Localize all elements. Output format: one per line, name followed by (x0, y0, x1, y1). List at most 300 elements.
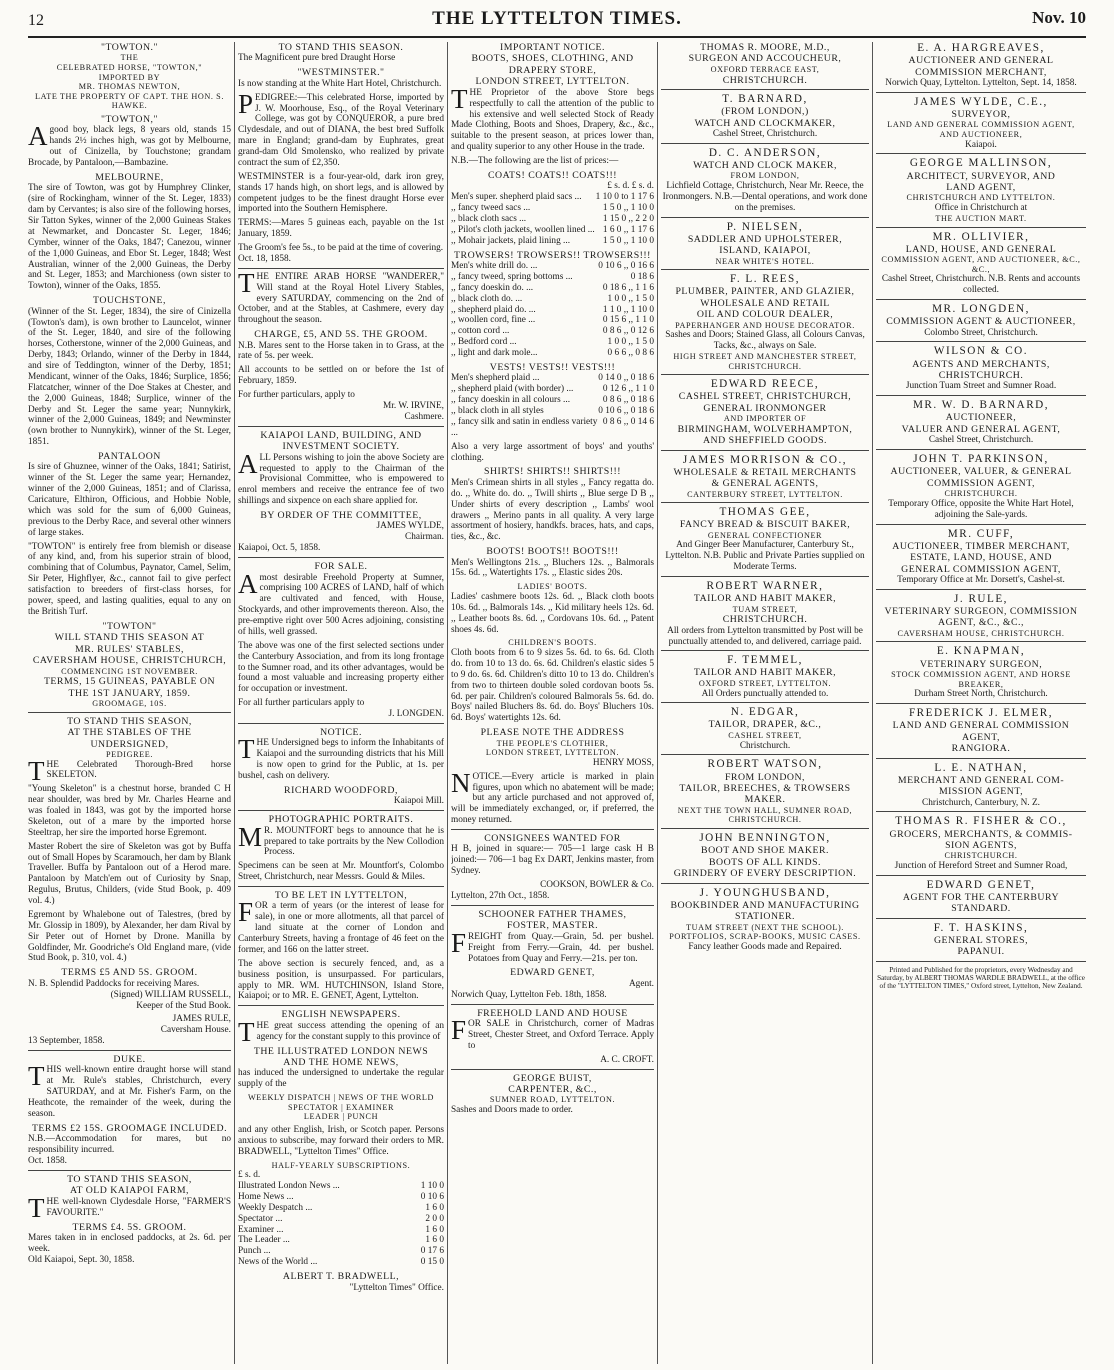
price-list (238, 1170, 444, 1268)
advertisement (238, 861, 444, 887)
price-item: The Leader ... (238, 1235, 290, 1246)
ad-body: N.B.—The following are the list of prices:— (451, 156, 619, 167)
ad-heading: JAMES MORRISON & CO., (682, 453, 848, 466)
ad-date: Lyttelton, 27th Oct., 1858. (451, 890, 550, 901)
ad-line: VESTS! VESTS!! VESTS!!! (489, 361, 616, 373)
advertisement (876, 303, 1086, 342)
ad-line: PAPANUI. (957, 946, 1005, 958)
ad-body: And Ginger Beer Manufacturer, Canterbury St., Lyttelton. N.B. Public and Private Parties supplied on Moderate Terms. (665, 540, 865, 573)
advertisement (28, 967, 231, 1011)
ad-small-caps: TUAM STREET, (732, 604, 798, 614)
advertisement (661, 221, 869, 271)
ad-rule (238, 268, 444, 269)
ad-heading: TOUCHSTONE, (93, 295, 166, 307)
advertisement (238, 510, 444, 558)
ad-rule (876, 641, 1086, 642)
ad-line: TO STAND THIS SEASON, (67, 715, 192, 727)
advertisement (28, 172, 231, 292)
price-row (451, 192, 654, 203)
price-value: 0 15 0 (420, 1257, 444, 1268)
ad-small-caps: OXFORD TERRACE EAST, (710, 64, 820, 74)
ad-rule (661, 143, 869, 144)
ad-line: TAILOR AND HABIT MAKER, (693, 667, 837, 679)
ad-line: AGENT, &C., &C., (938, 617, 1024, 629)
ad-line: SCHOONER FATHER THAMES, (478, 908, 627, 920)
ad-line: IMPORTANT NOTICE. (500, 42, 605, 53)
advertisement (28, 451, 231, 539)
ad-body: PEDIGREE:—This celebrated Horse, imported by J. W. Moorhouse, Esq., of the Royal Veterinary College, was got by CONQUEROR, a pure bred Clydesdale, and out of DIANA, the best bred Suffolk mare in England; grand-dam by Euphrates, great grand-dam Old Smolensko, who realized by private contract the sum of £2,350. (238, 88, 444, 168)
ad-rule (876, 589, 1086, 590)
ad-line: FANCY BREAD & BISCUIT BAKER, (679, 519, 851, 531)
ad-line: BOOT AND SHOE MAKER. (701, 845, 829, 857)
column-1 (28, 42, 231, 1364)
price-value: 0 12 6 ,, 1 1 0 (602, 384, 654, 395)
ad-small-caps: STOCK COMMISSION AGENT, AND HORSE (891, 670, 1071, 680)
advertisement (28, 1123, 231, 1171)
ad-line: PHOTOGRAPHIC PORTRAITS. (268, 814, 414, 826)
advertisement (876, 96, 1086, 155)
ad-heading: ROBERT WATSON, (707, 758, 823, 771)
price-row (238, 1225, 444, 1236)
advertisement (28, 784, 231, 838)
ad-body: NOTICE.—Every article is marked in plain figures, upon which no abatement will be made; but any article purchased and not approved of, will be immediately exchanged, or, if preferred, the money returned. (451, 767, 654, 826)
ad-line: LONDON STREET, LYTTELTON. (475, 76, 630, 88)
ad-rule (661, 754, 869, 755)
advertisement (661, 454, 869, 504)
ad-line: GENERAL STORES, (933, 934, 1029, 946)
ad-heading: MELBOURNE, (95, 171, 164, 183)
ad-line: THOMAS R. MOORE, M.D., (700, 42, 830, 53)
ad-signature: JAMES RULE, (172, 1014, 231, 1025)
ad-rule (876, 875, 1086, 876)
advertisement (876, 922, 1086, 958)
ad-body: Sashes and Doors made to order. (451, 1105, 573, 1116)
ad-line: BOOKBINDER AND MANUFACTURING (670, 899, 860, 911)
ad-line: AND SHEFFIELD GOODS. (702, 435, 828, 447)
advertisement (238, 1271, 444, 1293)
price-value: 0 6 6 ,, 0 8 6 (607, 348, 654, 359)
price-item: ,, Bedford cord ... (451, 337, 517, 348)
price-item: ,, fancy doeskin do. ... (451, 282, 534, 293)
ad-body: All orders from Lyttelton transmitted by Post will be punctually attended to, and delivered, carriage paid. (667, 625, 863, 647)
ad-heading: ROBERT WARNER, (706, 580, 824, 593)
ad-rule (661, 650, 869, 651)
ad-line: MERCHANT AND GENERAL COM- (897, 774, 1065, 786)
price-row (238, 1257, 444, 1268)
ad-body: The Magnificent pure bred Draught Horse (238, 53, 396, 64)
advertisement (661, 42, 869, 90)
ad-line: LAND, HOUSE, AND GENERAL (905, 243, 1057, 255)
ad-body: and any other English, Irish, or Scotch paper. Persons anxious to subscribe, may forward their orders to MR. BRADWELL, "Lyttelton Times" Office. (238, 1125, 444, 1157)
advertisement (238, 88, 444, 169)
ad-line: WILL STAND THIS SEASON AT (54, 632, 205, 644)
price-value: 0 10 6 ,, 0 18 6 (598, 406, 654, 417)
ad-line: CARPENTER, &C., (508, 1084, 597, 1095)
ad-heading: EDWARD GENET, (926, 878, 1036, 891)
ad-signature: J. LONGDEN. (388, 709, 444, 720)
ad-small-caps: GENERAL CONFECTIONER (707, 530, 823, 540)
ad-signature: Chairman. (405, 532, 444, 543)
ad-line: ESTATE, LAND, HOUSE, AND (910, 552, 1052, 564)
price-value: 1 5 0 ,, 1 10 0 (602, 235, 654, 246)
ad-body: FOR SALE in Christchurch, corner of Madras Street, Chester Street, and Oxford Terrace. Apply to (451, 1015, 654, 1051)
advertisement (876, 762, 1086, 813)
ad-heading: J. RULE, (954, 592, 1008, 605)
ad-body: Is sire of Ghuznee, winner of the Oaks, 1841; Satirist, winner of the St. Leger the same year; Hernandez, winner of the 2,000 Guineas, 1851; and of Clarissa, Caricature, Elthiron, Officious, and Hobbie Noble, which was sold for the sum of 6,000 Guineas, previous to the Derby Race, and several other winners of large stakes. (28, 462, 231, 538)
ad-line: CHARGE, £5, AND 5S. THE GROOM. (254, 329, 428, 341)
advertisement (238, 172, 444, 216)
ad-line: BOOTS, SHOES, CLOTHING, AND (471, 53, 634, 65)
ad-body: H B, joined in square:— 705—1 large cask H B joined:— 706—1 bag Ex DART, Jenkins master, from Sydney. (451, 844, 654, 877)
ad-line: RANGIORA. (951, 743, 1011, 755)
ad-rule (876, 153, 1086, 154)
ad-body: Christchurch, Canterbury, N. Z. (922, 797, 1040, 808)
ad-line: FOSTER, MASTER. (506, 920, 599, 932)
ad-rule (661, 702, 869, 703)
advertisement (876, 707, 1086, 758)
price-item: ,, light and dark mole... (451, 348, 538, 359)
advertisement (28, 621, 231, 713)
ad-date: Oct. 18, 1858. (238, 253, 291, 264)
advertisement (451, 1008, 654, 1052)
advertisement (238, 890, 444, 956)
ad-heading: WILSON & CO. (933, 345, 1029, 358)
advertisement (451, 582, 654, 635)
ad-body: Temporary Office at Mr. Dorsett's, Cashel-st. (897, 575, 1065, 585)
ad-heading: E. A. HARGREAVES, (917, 42, 1045, 54)
price-value: 1 10 0 (420, 1181, 444, 1192)
ad-line: SION AGENTS, (945, 839, 1017, 851)
page-number: 12 (28, 12, 44, 29)
price-value: 1 6 0 (425, 1224, 444, 1235)
ad-line: EDWARD GENET, (510, 967, 595, 979)
advertisement (451, 546, 654, 579)
ad-heading: N. EDGAR, (730, 706, 800, 719)
ad-small-caps: SPECTATOR | EXAMINER (287, 1102, 395, 1112)
ad-line: & GENERAL AGENTS, (711, 478, 819, 490)
advertisement (451, 466, 654, 543)
advertisement (451, 170, 654, 247)
advertisement (238, 1125, 444, 1158)
price-value: £ s. d. £ s. d. (607, 181, 654, 192)
ad-rule (661, 502, 869, 503)
ad-body: Egremont by Whalebone out of Talestres, (bred by Mr. Glossip in 1809), by Alexander, her dam Rival by Sir Peter out of Hornet by Drone. Manilla by Goldfinder, Mr. Goodriche's Old England mare, (vide Stud Book, p. 310, vol. 4.) (28, 909, 231, 964)
ad-line: RICHARD WOODFORD, (284, 784, 398, 796)
advertisement (28, 542, 231, 618)
ad-body: Cashel Street, Christchurch. (928, 435, 1034, 446)
ad-line: TAILOR, BREECHES, & TROWSERS (679, 782, 851, 794)
ad-rule (451, 1069, 654, 1070)
ad-heading: P. NIELSEN, (726, 220, 804, 233)
ad-line: THE ILLUSTRATED LONDON NEWS (253, 1045, 429, 1057)
ad-small-caps: NEAR WHITE'S HOTEL. (715, 256, 815, 266)
price-item: Men's shepherd plaid ... (451, 373, 540, 384)
price-row (451, 305, 654, 316)
ad-body: Junction Tuam Street and Sumner Road. (905, 381, 1057, 392)
ad-line: WATCH AND CLOCK MAKER, (693, 159, 837, 171)
ad-small-caps: SUMNER ROAD, LYTTELTON. (489, 1095, 616, 1105)
ad-heading: THOMAS GEE, (719, 506, 811, 519)
advertisement (238, 785, 444, 811)
ad-heading: EDWARD REECE, (710, 378, 820, 391)
price-row (451, 384, 654, 395)
advertisement (238, 365, 444, 387)
advertisement (238, 67, 444, 89)
ad-date: Oct. 1858. (28, 1156, 67, 1167)
price-row (451, 181, 654, 192)
ad-line: THE 1ST JANUARY, 1859. (68, 687, 191, 699)
ad-small-caps: CHILDREN'S BOOTS. (508, 638, 597, 648)
price-item: ,, fancy tweed, spring bottoms ... (451, 271, 573, 282)
advertisement (451, 1073, 654, 1116)
advertisement (451, 156, 654, 167)
ad-small-caps: CASHEL STREET, (728, 730, 802, 740)
ad-signature: (Signed) WILLIAM RUSSELL, (110, 989, 231, 1000)
ad-line: GRINDERY OF EVERY DESCRIPTION. (673, 868, 857, 880)
ad-rule (238, 886, 444, 887)
price-item: ,, Mohair jackets, plaid lining ... (451, 235, 571, 246)
ad-body: Fancy leather Goods made and Repaired. (688, 941, 842, 952)
ad-small-caps: LADIES' BOOTS. (517, 582, 588, 592)
ad-rule (238, 426, 444, 427)
ad-signature: Agent. (628, 978, 654, 989)
price-value: 0 10 6 (420, 1191, 444, 1202)
ad-line: COMMISSION AGENT, (927, 477, 1035, 489)
ad-body: N.B. Mares sent to the Horse taken in to Grass, at the rate of 5s. per week. (238, 340, 444, 362)
ad-body: Mares taken in in enclosed paddocks, at 2s. 6d. per week. (28, 1233, 231, 1254)
advertisement (238, 1009, 444, 1047)
advertisement (238, 390, 444, 427)
ad-line: AUCTIONEER, (945, 412, 1017, 424)
ad-small-caps: COMMENCING 1ST NOVEMBER. (61, 666, 198, 676)
ad-body: Amost desirable Freehold Property at Sumner, comprising 100 ACRES of LAND, half of which are cultivated and fenced, with House, Stockyards, and other improvements thereon. Also, the pre-emptive right over 500 Acres adjoining, consisting of hills, well grassed. (238, 568, 444, 637)
ad-body: For further particulars, apply to (238, 390, 355, 401)
ad-body: THE great success attending the opening of an agency for the constant supply to this province of (238, 1016, 444, 1047)
ad-small-caps: NEXT THE TOWN HALL, SUMNER ROAD, (677, 805, 853, 815)
ad-heading: DUKE. (113, 1054, 146, 1066)
ad-body: Junction of Hereford Street and Sumner Road, (894, 861, 1068, 871)
price-value: 0 15 6 ,, 1 1 0 (602, 315, 654, 326)
ad-line: TERMS £4. 5S. GROOM. (72, 1221, 187, 1233)
ad-line: SHIRTS! SHIRTS!! SHIRTS!!! (484, 466, 621, 478)
ad-body: has induced the undersigned to undertake the regular supply of the (238, 1068, 444, 1090)
price-value: 1 1 0 ,, 1 10 0 (602, 304, 654, 315)
ad-body: ALL Persons wishing to join the above Society are requested to apply to the Chairman of the Provisional Committee, who is empowered to enrol members and receive the entrance fee of two shillings and sixpence on each share applied for. (238, 448, 444, 507)
ad-body: THIS well-known entire draught horse will stand at Mr. Rule's stables, Christchurch, every SATURDAY, and at Mr. Fisher's Farm, on the Heathcote, the remainder of the week, during the season. (28, 1061, 231, 1119)
ad-body: THE ENTIRE ARAB HORSE "WANDERER," Will stand at the Royal Hotel Livery Stables, every SATURDAY, commencing on the 2nd of October, and at the Stables, at Cashmere, every day throughout the season. (238, 267, 444, 326)
ad-line: STANDARD. (951, 903, 1011, 915)
ad-line: CHRISTCHURCH. (722, 614, 808, 626)
ad-line: KAIAPOI LAND, BUILDING, AND (260, 429, 422, 441)
ad-small-caps: BREAKER, (958, 679, 1004, 689)
ad-heading: JOHN T. PARKINSON, (913, 453, 1049, 466)
ad-body: Temporary Office, opposite the White Hart Hotel, adjoining the Sale-yards. (888, 498, 1074, 520)
price-item: ,, Pilot's cloth jackets, woollen lined ... (451, 224, 595, 235)
ad-rule (28, 1170, 231, 1171)
advertisement (238, 42, 444, 64)
ad-body: MR. MOUNTFORT begs to announce that he is prepared to take portraits by the New Collodion Process. (238, 821, 444, 858)
price-item: ,, woollen cord, fine ... (451, 315, 536, 326)
ad-body: The sire of Towton, was got by Humphrey Clinker, (sire of Rockingham, winner of the St. Leger, 1833) dam by Cervantes; is also sire of the following horses, Sir Tatton Sykes, winner of the 2,000 Guineas Stakes at Newmarket, and Doncaster St. Leger, 1846; Cymber, winner of the Oaks, 1847; Canezou, winner of the 1,000 Guineas, and Ebor St. Leger, 1848; West Australian, winner of the 2,000 Guineas, the Derby and St. Leger, 1853; and Marchioness (own sister to Towton), winner of the Oaks, 1855. (28, 183, 231, 292)
ad-small-caps: LONDON STREET, LYTTELTON. (485, 748, 620, 758)
ad-date: Norwich Quay, Lyttelton Feb. 18th, 1858. (451, 989, 607, 1000)
ad-body: Cloth boots from 6 to 9 sizes 5s. 6d. to 6s. 6d. Cloth do. from 10 to 13 do. 6s. 6d. Children's elastic sides 5 to 9 do. 6s. 6d. Children's ditto 10 to 13 do. Children's from two to thirteen double soled cordovan boots 5s. 6d. per pair. Children's coloured Balmorals 5s. 6d. do. Boys' nailed Bluchers 8s. 6d. do. Boys' Bluchers 10s. 6d. Boys' watertights 12s. 6d. (451, 648, 654, 724)
price-row (451, 272, 654, 283)
advertisement (661, 273, 869, 375)
ad-line: PLEASE NOTE THE ADDRESS (480, 727, 625, 739)
ad-line: TROWSERS! TROWSERS!! TROWSERS!!! (454, 249, 651, 261)
ad-line: MR. RULES' STABLES, (74, 643, 184, 655)
ad-body: Lichfield Cottage, Christchurch, Near Mr. Reece, the Ironmongers. N.B.—Dental operations, and work done on the premises. (662, 180, 868, 213)
ad-line: WHOLESALE & RETAIL MERCHANTS (673, 466, 857, 478)
price-value: 1 5 0 ,, 1 10 0 (602, 203, 654, 214)
ad-signature: COOKSON, BOWLER & Co. (540, 880, 654, 891)
ad-line: CHRISTCHURCH. (938, 370, 1024, 381)
price-value: 0 8 6 ,, 0 14 6 (602, 416, 654, 427)
advertisement (451, 909, 654, 965)
ad-subline: CELEBRATED HORSE, "TOWTON," (56, 63, 203, 73)
ad-line: AUCTIONEER, VALUER, & GENERAL (890, 466, 1072, 478)
advertisement (661, 887, 869, 953)
ad-body: (Winner of the St. Leger, 1834), the sire of Cinizella (Towton's dam), is own brother to Launcelot, winner of the St. Leger, 1840, and sire of the following horses, Cotherstone, winner of the 2,000 Guineas, and Derby, 1843; Orlando, winner of the Derby in 1844, and sire of Teddington, winner of the Derby, 1851; Mendicant, winner of the Oaks, 1846; Surplice, 1856; Flatcatcher, winner of the Doe Stakes at Chester, and the 2,000 Guineas, 1848; Surplice, winner of the Derby and St. Leger the same year; Nunnykirk, winner of the 2,000 Guineas, 1849; and Newminster (own brother to Nunnykirk), winner of the St. Leger, 1851. (28, 306, 231, 448)
ad-body: Durham Street North, Christchurch. (914, 689, 1048, 700)
ad-line: NOTICE. (320, 726, 362, 738)
price-row (451, 283, 654, 294)
ad-small-caps: CANTERBURY STREET, LYTTELTON. (687, 489, 843, 499)
advertisement (28, 1222, 231, 1266)
ad-small-caps: PEDIGREE. (105, 749, 154, 759)
ad-heading: CONSIGNEES WANTED FOR (484, 833, 621, 845)
ad-body: All accounts to be settled on or before the 1st of February, 1859. (238, 365, 444, 387)
advertisement (238, 959, 444, 1007)
price-row (451, 417, 654, 439)
price-item: Spectator ... (238, 1213, 283, 1224)
ad-line: LAND AND GENERAL COMMISSION (892, 720, 1070, 732)
ad-heading: FREDERICK J. ELMER, (908, 707, 1054, 720)
price-item: ,, fancy tweed sacs ... (451, 203, 531, 214)
ad-date: Old Kaiapoi, Sept. 30, 1858. (28, 1254, 135, 1265)
column-divider (657, 42, 658, 1364)
price-item: Weekly Despatch ... (238, 1202, 313, 1213)
ad-body: Colombo Street, Christchurch. (924, 327, 1038, 338)
ad-small-caps: PORTFOLIOS, SCRAP-BOOKS, MUSIC CASES. (669, 932, 861, 942)
ad-small-caps: GROOMAGE, 10S. (92, 699, 167, 709)
ad-line: SURVEYOR, (951, 108, 1011, 120)
ad-line: FROM LONDON, (724, 771, 806, 783)
ad-line: CHRISTCHURCH. (722, 74, 808, 86)
ad-rule (661, 217, 869, 218)
price-row (238, 1192, 444, 1203)
ad-body: Specimens can be seen at Mr. Mountfort's, Colombo Street, Christchurch, near Messrs. Gould & Miles. (238, 861, 444, 883)
advertisement (238, 727, 444, 782)
advertisement (876, 157, 1086, 227)
ad-heading: F. TEMMEL, (727, 654, 803, 667)
ad-small-caps: CHRISTCHURCH AND LYTTELTON. (906, 193, 1056, 203)
ad-rule (451, 1004, 654, 1005)
ad-body: Sashes and Doors; Stained Glass, all Colours Canvas, Tacks, &c., always on Sale. (665, 330, 865, 352)
ad-small-caps: THE AUCTION MART. (935, 213, 1027, 223)
advertisement (238, 814, 444, 858)
ad-heading: F. T. HASKINS, (933, 921, 1029, 934)
ad-line: INVESTMENT SOCIETY. (282, 441, 400, 453)
ad-line: FOR SALE. (314, 561, 368, 573)
advertisement (238, 243, 444, 269)
advertisement (238, 1161, 444, 1268)
ad-line: MAKER. (744, 794, 786, 806)
ad-line: ENGLISH NEWSPAPERS. (281, 1009, 401, 1021)
price-row (451, 236, 654, 247)
ad-line: GENERAL COMMISSION AGENT, (901, 563, 1061, 575)
ad-small-caps: PAPERHANGER AND HOUSE DECORATOR. (675, 320, 855, 330)
advertisement (661, 706, 869, 755)
ad-line: VETERINARY SURGEON, (919, 658, 1043, 670)
ad-signature: Caversham House. (160, 1025, 231, 1036)
price-item: News of the World ... (238, 1257, 318, 1268)
advertisement (238, 641, 444, 695)
advertisement (451, 362, 654, 439)
ad-line: TO BE LET IN LYTTELTON, (274, 890, 408, 902)
ad-subline: LATE THE PROPERTY OF CAPT. THE HON. S. HAWKE. (35, 91, 224, 111)
price-value: 1 0 0 ,, 1 5 0 (607, 337, 654, 348)
price-item: ,, shepherd plaid (with border) ... (451, 384, 574, 395)
advertisement (451, 833, 654, 877)
advertisement (238, 329, 444, 362)
price-row (238, 1235, 444, 1246)
column-3 (451, 42, 654, 1364)
price-item: Home News ... (238, 1191, 294, 1202)
price-list (451, 261, 654, 359)
ad-line: ISLAND, KAIAPOI, (719, 245, 811, 257)
ad-line: COMMISSION AGENT & AUCTIONEER, (886, 316, 1076, 328)
ad-line: GENERAL IRONMONGER (703, 402, 827, 414)
price-item: ,, shepherd plaid do. ... (451, 304, 536, 315)
price-value: 1 15 0 ,, 2 2 0 (602, 214, 654, 225)
advertisement (876, 345, 1086, 396)
ad-body: For all further particulars apply to (238, 698, 365, 709)
advertisement (451, 1055, 654, 1070)
ad-rule (451, 829, 654, 830)
advertisement (238, 1046, 444, 1091)
advertisement (451, 767, 654, 830)
ad-rule (876, 299, 1086, 300)
ad-rule (661, 89, 869, 90)
price-item: ,, fancy doeskin in all colours ... (451, 395, 571, 406)
ad-small-caps: CHRISTCHURCH. (728, 361, 802, 371)
ad-subline: MR. THOMAS NEWTON, (78, 82, 181, 92)
ad-line: TERMS £5 AND 5S. GROOM. (61, 967, 198, 979)
ad-small-caps: CHRISTCHURCH. (728, 815, 802, 825)
ad-body: Norwich Quay, Lyttelton. Lyttelton, Sept. 14, 1858. (885, 78, 1077, 88)
price-row (451, 326, 654, 337)
ad-body: The above was one of the first selected sections under the Canterbury Association, and from its long frontage to the Sumner road, and its other advantages, would be found a most valuable and increasing property either for occupation or investment. (238, 640, 444, 695)
ad-body: FOR a term of years (or the interest of lease for sale), in one or more allotments, all that parcel of land situate at the corner of London and Canterbury Streets, having a frontage of 46 feet on the former, and 166 on the latter street. (238, 897, 444, 955)
ad-line: TERMS, 15 GUINEAS, PAYABLE ON (43, 676, 216, 688)
ad-rule (661, 828, 869, 829)
ad-body: Agood boy, black legs, 8 years old, stands 15 hands 2½ inches high, was got by Melbourne, out of Cinizella, by Touchstone; grandam Brocade, by Pantaloon,—Bambazine. (28, 121, 231, 169)
ad-heading: MR. CUFF, (947, 527, 1015, 540)
ad-date: 13 September, 1858. (28, 1036, 105, 1047)
ad-small-caps: HALF-YEARLY SUBSCRIPTIONS. (271, 1160, 411, 1170)
price-item: ,, fancy silk and satin in endless variety ... (451, 416, 598, 438)
advertisement (661, 378, 869, 451)
price-value: 1 6 0 (425, 1202, 444, 1213)
price-item: Illustrated London News ... (238, 1181, 340, 1192)
ad-heading: D. C. ANDERSON, (708, 146, 822, 159)
ad-line: AUCTIONEER, TIMBER MERCHANT, (892, 540, 1070, 552)
price-list (451, 181, 654, 246)
advertisement (451, 880, 654, 906)
price-item: £ s. d. (238, 1170, 261, 1181)
